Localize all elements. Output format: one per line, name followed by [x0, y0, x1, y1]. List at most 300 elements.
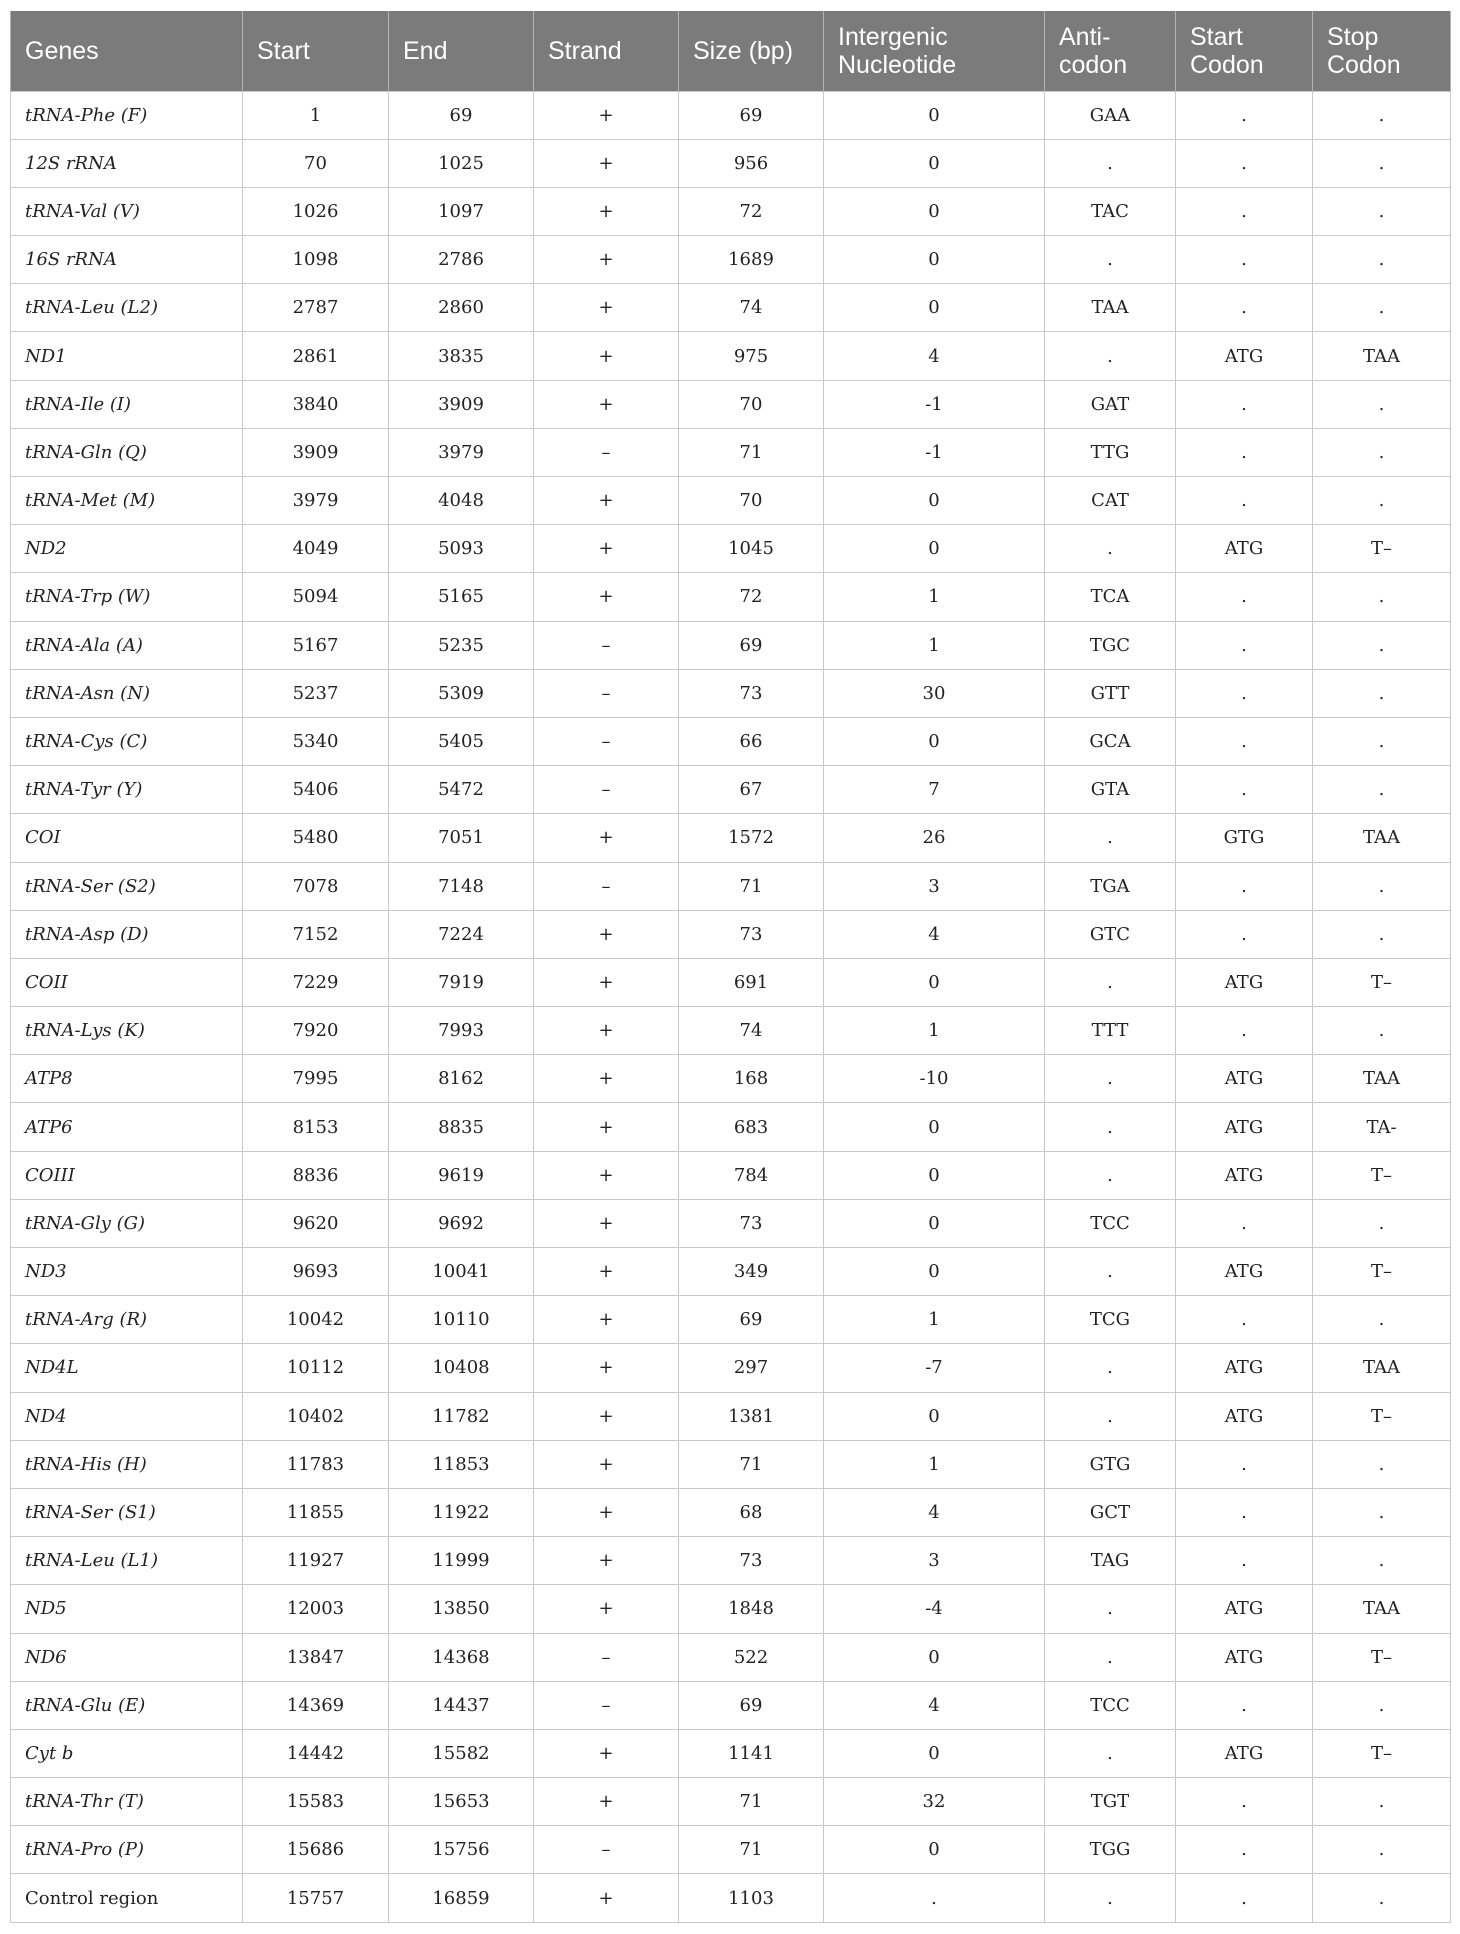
gene-name-cell: tRNA-Leu (L1) — [11, 1537, 243, 1585]
size-cell: 69 — [679, 1296, 824, 1344]
gene-name-cell: COII — [11, 958, 243, 1006]
size-cell: 956 — [679, 139, 824, 187]
gene-name-cell: tRNA-Asn (N) — [11, 669, 243, 717]
size-cell: 1689 — [679, 236, 824, 284]
gene-name-cell: tRNA-Tyr (Y) — [11, 766, 243, 814]
intergenic-cell: 0 — [824, 958, 1045, 1006]
intergenic-cell: 0 — [824, 1248, 1045, 1296]
start-cell: 9620 — [243, 1199, 389, 1247]
mitogenome-gene-table — [10, 11, 1451, 1923]
strand-cell: + — [534, 1344, 679, 1392]
size-cell: 1045 — [679, 525, 824, 573]
gene-name-cell: tRNA-Pro (P) — [11, 1826, 243, 1874]
intergenic-cell: -7 — [824, 1344, 1045, 1392]
intergenic-cell: 32 — [824, 1778, 1045, 1826]
strand-cell: + — [534, 477, 679, 525]
intergenic-cell: 1 — [824, 1007, 1045, 1055]
table-row — [11, 717, 1451, 765]
anticodon-cell: TAC — [1045, 187, 1176, 235]
anticodon-cell: TGA — [1045, 862, 1176, 910]
start-codon-cell: ATG — [1176, 1585, 1313, 1633]
stop-codon-cell: T– — [1313, 525, 1451, 573]
strand-cell: + — [534, 1103, 679, 1151]
table-row — [11, 1248, 1451, 1296]
start-codon-cell: . — [1176, 669, 1313, 717]
start-codon-cell: GTG — [1176, 814, 1313, 862]
start-codon-cell: . — [1176, 139, 1313, 187]
size-cell: 71 — [679, 1778, 824, 1826]
intergenic-cell: 0 — [824, 1729, 1045, 1777]
strand-cell: + — [534, 958, 679, 1006]
stop-codon-cell: . — [1313, 139, 1451, 187]
start-cell: 5406 — [243, 766, 389, 814]
table-row — [11, 814, 1451, 862]
strand-cell: + — [534, 139, 679, 187]
table-row — [11, 1440, 1451, 1488]
table-row — [11, 1344, 1451, 1392]
start-codon-cell: . — [1176, 380, 1313, 428]
stop-codon-cell: . — [1313, 477, 1451, 525]
stop-codon-cell: . — [1313, 1778, 1451, 1826]
stop-codon-cell: . — [1313, 1488, 1451, 1536]
start-codon-cell: . — [1176, 1778, 1313, 1826]
intergenic-cell: 0 — [824, 1826, 1045, 1874]
start-codon-cell: . — [1176, 428, 1313, 476]
strand-cell: – — [534, 862, 679, 910]
size-cell: 71 — [679, 862, 824, 910]
gene-name-cell: tRNA-Leu (L2) — [11, 284, 243, 332]
gene-name-cell: tRNA-Cys (C) — [11, 717, 243, 765]
end-cell: 10110 — [389, 1296, 534, 1344]
strand-cell: + — [534, 236, 679, 284]
anticodon-cell: TCA — [1045, 573, 1176, 621]
gene-name-cell: ND2 — [11, 525, 243, 573]
table-row — [11, 958, 1451, 1006]
stop-codon-cell: . — [1313, 1681, 1451, 1729]
end-cell: 13850 — [389, 1585, 534, 1633]
size-cell: 784 — [679, 1151, 824, 1199]
start-cell: 15583 — [243, 1778, 389, 1826]
end-cell: 11782 — [389, 1392, 534, 1440]
header-genes: Genes — [11, 11, 243, 91]
size-cell: 73 — [679, 1537, 824, 1585]
start-cell: 11927 — [243, 1537, 389, 1585]
anticodon-cell: . — [1045, 958, 1176, 1006]
start-codon-cell: . — [1176, 477, 1313, 525]
anticodon-cell: GTT — [1045, 669, 1176, 717]
anticodon-cell: . — [1045, 1585, 1176, 1633]
size-cell: 297 — [679, 1344, 824, 1392]
start-codon-cell: . — [1176, 717, 1313, 765]
table-row — [11, 139, 1451, 187]
end-cell: 15582 — [389, 1729, 534, 1777]
gene-name-cell: tRNA-Gln (Q) — [11, 428, 243, 476]
start-cell: 2787 — [243, 284, 389, 332]
size-cell: 1381 — [679, 1392, 824, 1440]
start-cell: 15757 — [243, 1874, 389, 1922]
stop-codon-cell: . — [1313, 910, 1451, 958]
anticodon-cell: TTG — [1045, 428, 1176, 476]
gene-name-cell: ATP8 — [11, 1055, 243, 1103]
intergenic-cell: 0 — [824, 477, 1045, 525]
end-cell: 3979 — [389, 428, 534, 476]
start-cell: 10042 — [243, 1296, 389, 1344]
anticodon-cell: . — [1045, 1874, 1176, 1922]
table-row — [11, 525, 1451, 573]
start-cell: 2861 — [243, 332, 389, 380]
gene-name-cell: 16S rRNA — [11, 236, 243, 284]
strand-cell: – — [534, 717, 679, 765]
table-row — [11, 1826, 1451, 1874]
intergenic-cell: 0 — [824, 1103, 1045, 1151]
stop-codon-cell: . — [1313, 187, 1451, 235]
table-row — [11, 284, 1451, 332]
stop-codon-cell: . — [1313, 1874, 1451, 1922]
start-cell: 11855 — [243, 1488, 389, 1536]
size-cell: 349 — [679, 1248, 824, 1296]
stop-codon-cell: TAA — [1313, 814, 1451, 862]
intergenic-cell: 0 — [824, 1199, 1045, 1247]
stop-codon-cell: . — [1313, 766, 1451, 814]
end-cell: 9619 — [389, 1151, 534, 1199]
start-cell: 7078 — [243, 862, 389, 910]
header-start-codon: Start Codon — [1176, 11, 1313, 91]
start-cell: 4049 — [243, 525, 389, 573]
stop-codon-cell: T– — [1313, 1151, 1451, 1199]
size-cell: 168 — [679, 1055, 824, 1103]
table-row — [11, 766, 1451, 814]
strand-cell: + — [534, 525, 679, 573]
end-cell: 16859 — [389, 1874, 534, 1922]
start-cell: 14369 — [243, 1681, 389, 1729]
strand-cell: + — [534, 1729, 679, 1777]
anticodon-cell: CAT — [1045, 477, 1176, 525]
start-cell: 5094 — [243, 573, 389, 621]
start-cell: 7152 — [243, 910, 389, 958]
size-cell: 71 — [679, 428, 824, 476]
strand-cell: – — [534, 428, 679, 476]
table-row — [11, 1007, 1451, 1055]
end-cell: 3835 — [389, 332, 534, 380]
gene-name-cell: ND6 — [11, 1633, 243, 1681]
strand-cell: + — [534, 1055, 679, 1103]
strand-cell: + — [534, 1585, 679, 1633]
start-codon-cell: ATG — [1176, 958, 1313, 1006]
end-cell: 5235 — [389, 621, 534, 669]
anticodon-cell: . — [1045, 236, 1176, 284]
start-codon-cell: . — [1176, 621, 1313, 669]
anticodon-cell: GTA — [1045, 766, 1176, 814]
gene-name-cell: ND3 — [11, 1248, 243, 1296]
start-cell: 5340 — [243, 717, 389, 765]
stop-codon-cell: . — [1313, 1826, 1451, 1874]
start-cell: 5167 — [243, 621, 389, 669]
gene-name-cell: tRNA-Gly (G) — [11, 1199, 243, 1247]
size-cell: 73 — [679, 669, 824, 717]
start-cell: 1026 — [243, 187, 389, 235]
gene-name-cell: COIII — [11, 1151, 243, 1199]
strand-cell: + — [534, 1296, 679, 1344]
anticodon-cell: TGC — [1045, 621, 1176, 669]
gene-name-cell: COI — [11, 814, 243, 862]
end-cell: 7148 — [389, 862, 534, 910]
header-intergenic-nucleotide: Intergenic Nucleotide — [824, 11, 1045, 91]
start-cell: 1 — [243, 91, 389, 139]
start-codon-cell: ATG — [1176, 1055, 1313, 1103]
end-cell: 5309 — [389, 669, 534, 717]
intergenic-cell: -1 — [824, 428, 1045, 476]
start-codon-cell: ATG — [1176, 1729, 1313, 1777]
table-row — [11, 862, 1451, 910]
end-cell: 4048 — [389, 477, 534, 525]
size-cell: 70 — [679, 380, 824, 428]
anticodon-cell: TTT — [1045, 1007, 1176, 1055]
anticodon-cell: . — [1045, 814, 1176, 862]
start-cell: 7229 — [243, 958, 389, 1006]
anticodon-cell: . — [1045, 1633, 1176, 1681]
stop-codon-cell: . — [1313, 1537, 1451, 1585]
intergenic-cell: 1 — [824, 573, 1045, 621]
start-codon-cell: ATG — [1176, 1633, 1313, 1681]
stop-codon-cell: . — [1313, 236, 1451, 284]
gene-name-cell: ND5 — [11, 1585, 243, 1633]
strand-cell: – — [534, 1826, 679, 1874]
table-row — [11, 91, 1451, 139]
anticodon-cell: TGG — [1045, 1826, 1176, 1874]
gene-name-cell: tRNA-Thr (T) — [11, 1778, 243, 1826]
anticodon-cell: TCC — [1045, 1199, 1176, 1247]
stop-codon-cell: T– — [1313, 1248, 1451, 1296]
strand-cell: + — [534, 187, 679, 235]
intergenic-cell: 7 — [824, 766, 1045, 814]
start-codon-cell: . — [1176, 766, 1313, 814]
start-cell: 7920 — [243, 1007, 389, 1055]
start-codon-cell: ATG — [1176, 332, 1313, 380]
intergenic-cell: 0 — [824, 236, 1045, 284]
anticodon-cell: GTC — [1045, 910, 1176, 958]
table-body — [11, 91, 1451, 1922]
stop-codon-cell: . — [1313, 573, 1451, 621]
header-stop-codon: Stop Codon — [1313, 11, 1451, 91]
anticodon-cell: GCT — [1045, 1488, 1176, 1536]
table-row — [11, 428, 1451, 476]
table-row — [11, 1874, 1451, 1922]
intergenic-cell: 0 — [824, 187, 1045, 235]
intergenic-cell: -1 — [824, 380, 1045, 428]
stop-codon-cell: TAA — [1313, 1344, 1451, 1392]
end-cell: 14437 — [389, 1681, 534, 1729]
strand-cell: – — [534, 1633, 679, 1681]
end-cell: 5165 — [389, 573, 534, 621]
anticodon-cell: TAG — [1045, 1537, 1176, 1585]
end-cell: 7993 — [389, 1007, 534, 1055]
size-cell: 68 — [679, 1488, 824, 1536]
size-cell: 1848 — [679, 1585, 824, 1633]
gene-name-cell: tRNA-Val (V) — [11, 187, 243, 235]
table-row — [11, 332, 1451, 380]
stop-codon-cell: . — [1313, 621, 1451, 669]
table-row — [11, 1392, 1451, 1440]
start-codon-cell: . — [1176, 1681, 1313, 1729]
stop-codon-cell: . — [1313, 669, 1451, 717]
anticodon-cell: . — [1045, 1729, 1176, 1777]
table-row — [11, 1585, 1451, 1633]
stop-codon-cell: . — [1313, 1199, 1451, 1247]
stop-codon-cell: TAA — [1313, 1585, 1451, 1633]
stop-codon-cell: . — [1313, 1007, 1451, 1055]
start-codon-cell: ATG — [1176, 1248, 1313, 1296]
anticodon-cell: . — [1045, 1392, 1176, 1440]
start-codon-cell: . — [1176, 862, 1313, 910]
intergenic-cell: 26 — [824, 814, 1045, 862]
strand-cell: – — [534, 1681, 679, 1729]
size-cell: 69 — [679, 91, 824, 139]
start-cell: 70 — [243, 139, 389, 187]
gene-name-cell: tRNA-Lys (K) — [11, 1007, 243, 1055]
end-cell: 9692 — [389, 1199, 534, 1247]
anticodon-cell: GAT — [1045, 380, 1176, 428]
strand-cell: + — [534, 1488, 679, 1536]
anticodon-cell: . — [1045, 332, 1176, 380]
stop-codon-cell: T– — [1313, 1633, 1451, 1681]
start-codon-cell: ATG — [1176, 1151, 1313, 1199]
start-cell: 5480 — [243, 814, 389, 862]
intergenic-cell: 30 — [824, 669, 1045, 717]
end-cell: 1025 — [389, 139, 534, 187]
size-cell: 71 — [679, 1826, 824, 1874]
table-row — [11, 1151, 1451, 1199]
size-cell: 522 — [679, 1633, 824, 1681]
stop-codon-cell: . — [1313, 428, 1451, 476]
start-cell: 12003 — [243, 1585, 389, 1633]
anticodon-cell: . — [1045, 1248, 1176, 1296]
gene-name-cell: Cyt b — [11, 1729, 243, 1777]
start-codon-cell: . — [1176, 1488, 1313, 1536]
intergenic-cell: 0 — [824, 139, 1045, 187]
stop-codon-cell: T– — [1313, 958, 1451, 1006]
gene-table-container — [10, 11, 1450, 1923]
anticodon-cell: . — [1045, 1055, 1176, 1103]
table-row — [11, 1103, 1451, 1151]
size-cell: 1141 — [679, 1729, 824, 1777]
stop-codon-cell: . — [1313, 284, 1451, 332]
stop-codon-cell: . — [1313, 862, 1451, 910]
stop-codon-cell: TAA — [1313, 332, 1451, 380]
end-cell: 15756 — [389, 1826, 534, 1874]
strand-cell: + — [534, 910, 679, 958]
gene-name-cell: tRNA-Arg (R) — [11, 1296, 243, 1344]
stop-codon-cell: TA- — [1313, 1103, 1451, 1151]
table-header-row — [11, 11, 1451, 91]
intergenic-cell: 4 — [824, 332, 1045, 380]
strand-cell: – — [534, 766, 679, 814]
intergenic-cell: 4 — [824, 1488, 1045, 1536]
start-cell: 10402 — [243, 1392, 389, 1440]
stop-codon-cell: T– — [1313, 1729, 1451, 1777]
start-cell: 5237 — [243, 669, 389, 717]
gene-name-cell: ND1 — [11, 332, 243, 380]
end-cell: 3909 — [389, 380, 534, 428]
start-cell: 3840 — [243, 380, 389, 428]
size-cell: 73 — [679, 910, 824, 958]
gene-name-cell: tRNA-Ser (S2) — [11, 862, 243, 910]
end-cell: 7224 — [389, 910, 534, 958]
anticodon-cell: . — [1045, 525, 1176, 573]
strand-cell: – — [534, 669, 679, 717]
gene-name-cell: tRNA-Glu (E) — [11, 1681, 243, 1729]
table-row — [11, 1729, 1451, 1777]
end-cell: 2786 — [389, 236, 534, 284]
start-codon-cell: . — [1176, 1007, 1313, 1055]
strand-cell: + — [534, 1778, 679, 1826]
start-cell: 15686 — [243, 1826, 389, 1874]
intergenic-cell: 0 — [824, 717, 1045, 765]
gene-name-cell: tRNA-Phe (F) — [11, 91, 243, 139]
start-cell: 13847 — [243, 1633, 389, 1681]
anticodon-cell: . — [1045, 1344, 1176, 1392]
size-cell: 71 — [679, 1440, 824, 1488]
table-row — [11, 1296, 1451, 1344]
strand-cell: + — [534, 573, 679, 621]
start-cell: 3909 — [243, 428, 389, 476]
strand-cell: + — [534, 284, 679, 332]
start-codon-cell: . — [1176, 1199, 1313, 1247]
header-start: Start — [243, 11, 389, 91]
end-cell: 11922 — [389, 1488, 534, 1536]
start-cell: 8153 — [243, 1103, 389, 1151]
size-cell: 69 — [679, 621, 824, 669]
end-cell: 5093 — [389, 525, 534, 573]
header-size: Size (bp) — [679, 11, 824, 91]
start-cell: 14442 — [243, 1729, 389, 1777]
anticodon-cell: . — [1045, 1103, 1176, 1151]
strand-cell: + — [534, 1874, 679, 1922]
start-codon-cell: . — [1176, 91, 1313, 139]
start-codon-cell: . — [1176, 1296, 1313, 1344]
gene-name-cell: ND4L — [11, 1344, 243, 1392]
start-codon-cell: ATG — [1176, 1392, 1313, 1440]
start-codon-cell: . — [1176, 573, 1313, 621]
gene-name-cell: tRNA-Trp (W) — [11, 573, 243, 621]
start-codon-cell: . — [1176, 1440, 1313, 1488]
intergenic-cell: 1 — [824, 1296, 1045, 1344]
table-row — [11, 621, 1451, 669]
stop-codon-cell: . — [1313, 380, 1451, 428]
gene-name-cell: 12S rRNA — [11, 139, 243, 187]
table-row — [11, 1681, 1451, 1729]
stop-codon-cell: TAA — [1313, 1055, 1451, 1103]
anticodon-cell: TAA — [1045, 284, 1176, 332]
table-row — [11, 1778, 1451, 1826]
stop-codon-cell: T– — [1313, 1392, 1451, 1440]
strand-cell: + — [534, 1392, 679, 1440]
table-row — [11, 1055, 1451, 1103]
stop-codon-cell: . — [1313, 1296, 1451, 1344]
end-cell: 2860 — [389, 284, 534, 332]
intergenic-cell: 0 — [824, 1151, 1045, 1199]
intergenic-cell: . — [824, 1874, 1045, 1922]
intergenic-cell: 4 — [824, 1681, 1045, 1729]
end-cell: 14368 — [389, 1633, 534, 1681]
anticodon-cell: . — [1045, 1151, 1176, 1199]
end-cell: 11999 — [389, 1537, 534, 1585]
gene-name-cell: tRNA-Asp (D) — [11, 910, 243, 958]
gene-name-cell: Control region — [11, 1874, 243, 1922]
intergenic-cell: 0 — [824, 1392, 1045, 1440]
strand-cell: + — [534, 1007, 679, 1055]
start-codon-cell: . — [1176, 910, 1313, 958]
gene-name-cell: tRNA-Ile (I) — [11, 380, 243, 428]
